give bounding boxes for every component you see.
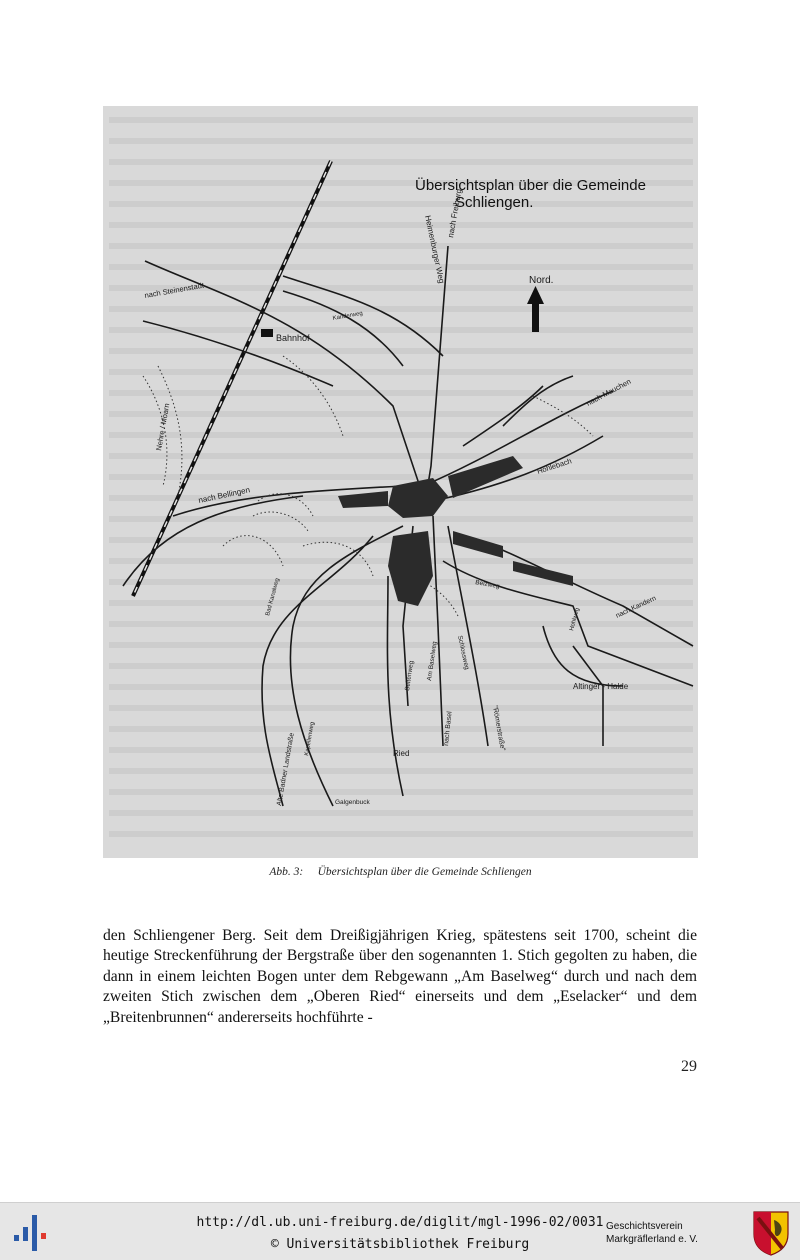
figure-caption — [103, 866, 698, 878]
label-ried: Ried — [393, 749, 410, 758]
footer-url-link[interactable]: http://dl.ub.uni-freiburg.de/diglit/mgl-1996-02/0031 — [196, 1215, 604, 1230]
label-nach-kandern: nach Kandern — [614, 595, 658, 620]
label-hohlweg: Hohlweg — [569, 607, 581, 632]
caption-text: Übersichtsplan über die Gemeinde Schliengen — [317, 866, 532, 878]
label-alte-badner-landstrasse: Alte Badner Landstraße — [276, 732, 296, 807]
society-line2: Markgräflerland e. V. — [606, 1234, 698, 1245]
footer-bar — [0, 1202, 800, 1260]
coat-of-arms-icon — [752, 1210, 790, 1256]
footer-society-name — [606, 1220, 746, 1246]
label-bahnhof: Bahnhof — [276, 333, 310, 343]
label-belzweg: Belzweg — [474, 579, 501, 591]
label-nach-mauchen: nach Mauchen — [584, 376, 633, 408]
society-line1: Geschichtsverein — [606, 1221, 683, 1232]
body-paragraph: den Schliengener Berg. Seit dem Dreißigjährigen Krieg, spätestens seit 1700, scheint die heutige Streckenführung der Bergstraße über den sogenannten 1. Stich gegolten zu haben, die dann in einem leichten Bogen unter dem Rebgewann „Am Baselweg“ durch und nach dem zweiten Stich zwischen dem „Oberen Ried“ einerseits und dem „Eselacker“ und dem „Breitenbrunnen“ andererseits hochführte - — [103, 927, 697, 1026]
ub-freiburg-logo-icon — [12, 1211, 52, 1255]
label-kapellenweg: Kapellenweg — [304, 721, 316, 757]
footer-copyright: © Universitätsbibliothek Freiburg — [270, 1237, 530, 1252]
label-altinger-halde: Altinger - Halde — [573, 682, 629, 691]
label-roemerstrasse: "Römerstraße" — [491, 705, 506, 752]
label-nehre-moarn: Nehre / Moarn — [154, 402, 172, 452]
label-nach-bellingen: nach Bellingen — [197, 485, 251, 505]
map-title-line2: Schliengen. — [455, 194, 534, 211]
label-nach-steinenstadt: nach Steinenstadt — [143, 280, 205, 300]
caption-label: Abb. 3: — [269, 866, 304, 878]
map-title-line1: Übersichtsplan über die Gemeinde — [415, 177, 646, 194]
label-am-baselweg: Am Baselweg — [426, 640, 439, 682]
bleed-through-texture — [109, 120, 693, 834]
label-bad-kanalweg: Bad Kanalweg — [265, 577, 281, 617]
station-building — [261, 329, 273, 337]
body-text — [103, 926, 697, 1028]
label-kanderweg: Kanderweg — [332, 310, 364, 322]
label-nach-basel: nach Basel — [443, 711, 454, 747]
label-galgenbuck: Galgenbuck — [335, 799, 370, 806]
map-figure — [103, 106, 698, 858]
north-label: Nord. — [529, 275, 554, 286]
label-heimenburger: Heimenburger Weg — [423, 214, 447, 285]
page-number: 29 — [681, 1058, 697, 1075]
label-hohlebach: Hohlebach — [535, 456, 573, 476]
label-nach-freiburg: nach Freiburg — [446, 188, 464, 239]
map-drawing — [103, 106, 698, 858]
label-seitenweg: Seitenweg — [404, 660, 416, 692]
label-schlossweg: Schlossweg — [456, 634, 471, 671]
